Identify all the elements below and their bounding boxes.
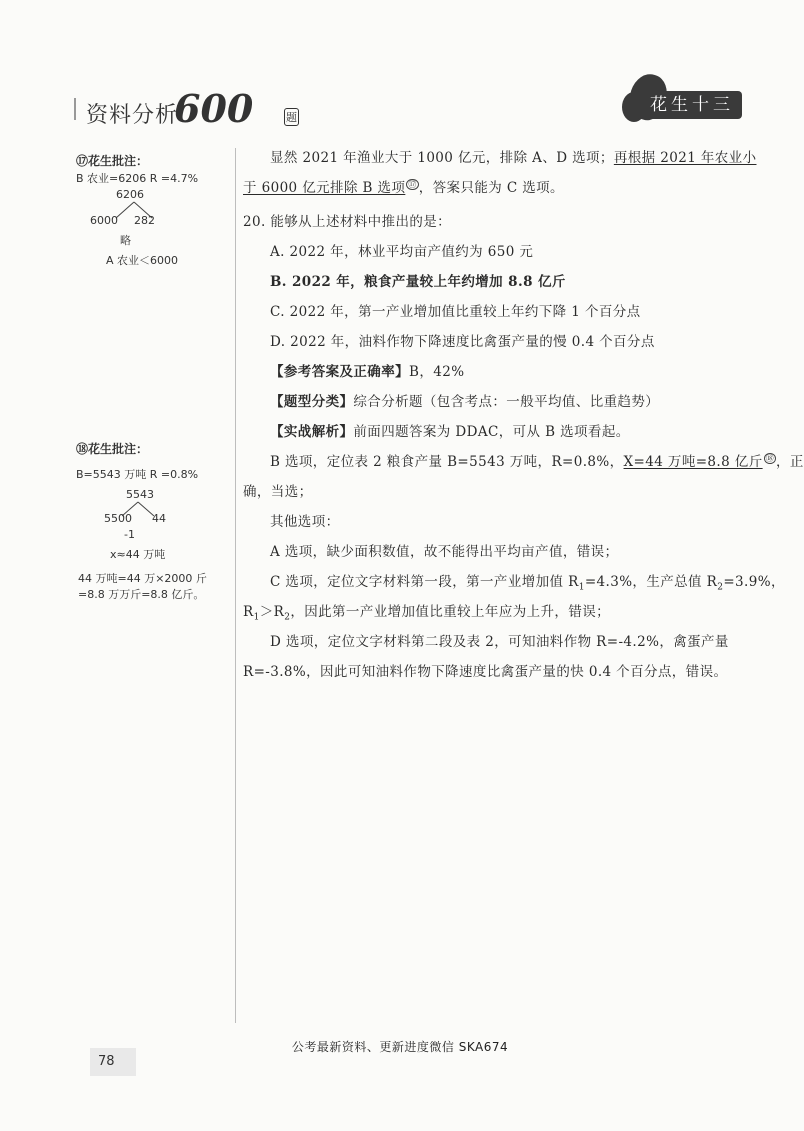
note-18-top: 5543	[126, 488, 154, 501]
page-number: 78	[90, 1048, 136, 1076]
analysis-line	[270, 420, 630, 440]
type-line	[270, 390, 659, 410]
option-a: A. 2022 年，林业平均亩产值约为 650 元	[270, 244, 534, 260]
c2-text-a: R	[243, 604, 254, 620]
note-17-left: 6000	[90, 214, 118, 227]
c2-text-c: ，因此第一产业增加值比重较上年应为上升，错误；	[290, 604, 611, 620]
answer-label: 【参考答案及正确率】	[270, 364, 409, 380]
b-option-line-2: 确，当选；	[243, 484, 313, 500]
note-17	[76, 152, 226, 272]
type-label: 【题型分类】	[270, 394, 354, 410]
note-18-mid: -1	[124, 528, 135, 541]
logo-text: 花生十三	[636, 91, 742, 119]
main-line-2-text: ，答案只能为 C 选项。	[418, 180, 564, 196]
main-line-1-underlined: 再根据 2021 年农业小	[613, 150, 757, 166]
option-d: D. 2022 年，油料作物下降速度比禽蛋产量的慢 0.4 个百分点	[270, 334, 655, 350]
c-option-line-2	[243, 600, 610, 623]
c-option-text-b: =4.3%，生产总值 R	[584, 574, 718, 590]
c2-sub-1: 1	[253, 612, 260, 623]
question-20: 20. 能够从上述材料中推出的是：	[243, 214, 452, 230]
b-option-line-1	[270, 450, 804, 470]
c-sub-1: 1	[578, 582, 585, 593]
c2-sub-2: 2	[284, 612, 291, 623]
publisher-logo	[622, 74, 732, 124]
option-c: C. 2022 年，第一产业增加值比重较上年约下降 1 个百分点	[270, 304, 641, 320]
b-option-tail: ，正	[776, 454, 804, 470]
book-number: 600	[174, 86, 254, 131]
note-18-approx: x≈44 万吨	[110, 548, 166, 561]
note-17-line: B 农业=6206 R =4.7%	[76, 172, 199, 185]
other-options: 其他选项：	[270, 514, 340, 530]
answer-value: B，42%	[409, 364, 465, 380]
main-line-2-underlined: 于 6000 亿元排除 B 选项	[243, 180, 406, 196]
note-17-right: 282	[134, 214, 155, 227]
main-line-2	[243, 176, 564, 196]
a-option-analysis: A 选项，缺少面积数值，故不能得出平均亩产值，错误；	[270, 544, 619, 560]
brand-bar	[74, 98, 76, 120]
option-b: B. 2022 年，粮食产量较上年约增加 8.8 亿斤	[270, 274, 566, 290]
note-17-heading: ⑰花生批注：	[76, 154, 149, 168]
main-line-1-text: 显然 2021 年渔业大于 1000 亿元，排除 A、D 选项；	[270, 150, 614, 166]
book-title: 资料分析	[86, 103, 179, 128]
note-18-heading: ⑱花生批注：	[76, 442, 149, 456]
note-18-calc-1: 44 万吨=44 万×2000 斤	[78, 572, 207, 585]
book-title-badge: 题	[284, 108, 299, 126]
note-18-line: B=5543 万吨 R =0.8%	[76, 468, 199, 481]
c-option-line-1	[270, 570, 785, 593]
analysis-label: 【实战解析】	[270, 424, 354, 440]
analysis-value: 前面四题答案为 DDAC，可从 B 选项看起。	[353, 424, 630, 440]
type-value: 综合分析题（包含考点：一般平均值、比重趋势）	[353, 394, 660, 410]
c2-text-b: ＞R	[259, 604, 285, 620]
footer-text: 公考最新资料、更新进度微信 SKA674	[291, 1040, 509, 1054]
note-18-calc-2: =8.8 万万斤=8.8 亿斤。	[78, 588, 205, 601]
footnote-18-marker: ⑱	[765, 453, 775, 463]
d-option-line-2: R=-3.8%，因此可知油料作物下降速度比禽蛋产量的快 0.4 个百分点，错误。	[243, 664, 728, 680]
note-18	[76, 440, 226, 610]
main-line-1	[270, 146, 756, 166]
answer-line	[270, 360, 464, 380]
c-option-text-c: =3.9%，	[723, 574, 785, 590]
column-divider	[235, 148, 236, 1023]
b-option-text: B 选项，定位表 2 粮食产量 B=5543 万吨，R=0.8%，	[270, 454, 624, 470]
b-option-underlined: X=44 万吨=8.8 亿斤	[623, 454, 763, 470]
note-18-left: 5500	[104, 512, 132, 525]
note-17-top: 6206	[116, 188, 144, 201]
note-17-result: A 农业＜6000	[106, 254, 179, 267]
note-18-right: 44	[152, 512, 166, 525]
d-option-line-1: D 选项，定位文字材料第二段及表 2，可知油料作物 R=-4.2%，禽蛋产量	[270, 634, 729, 650]
c-sub-2: 2	[717, 582, 724, 593]
footnote-17-marker: ⑰	[408, 179, 417, 189]
note-17-mid: 略	[120, 234, 131, 247]
c-option-text-a: C 选项，定位文字材料第一段，第一产业增加值 R	[270, 574, 579, 590]
